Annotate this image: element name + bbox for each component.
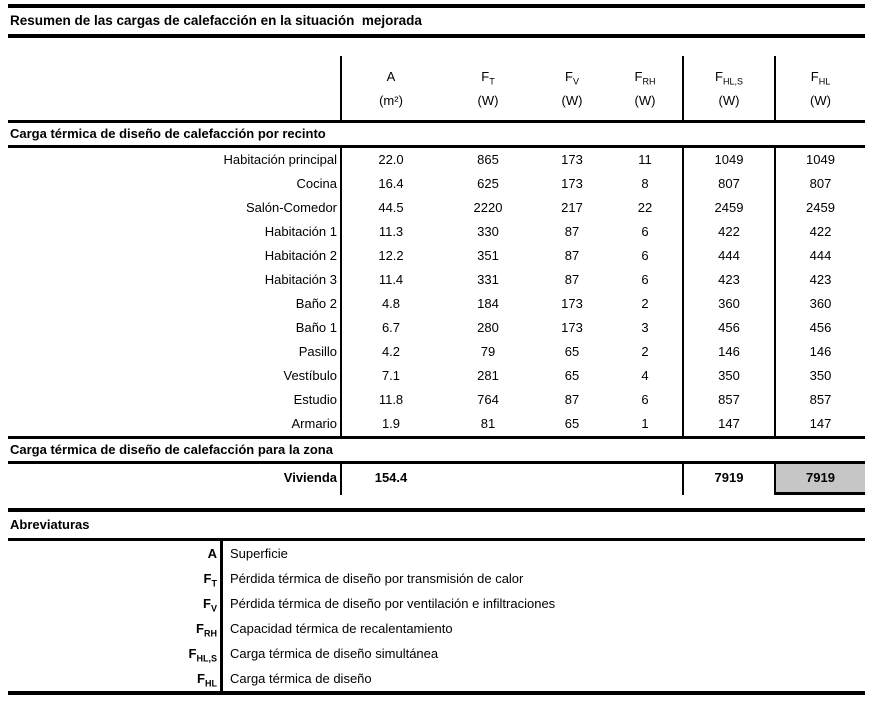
abbr-symbol: $F_{HL,S}$ <box>8 641 223 666</box>
cell-ft: 331 <box>477 272 499 287</box>
row-label: Armario <box>291 416 337 431</box>
abbr-definition: Pérdida térmica de diseño por ventilación e infiltraciones <box>230 596 556 611</box>
row-label: Habitación 3 <box>264 272 337 287</box>
cell-frh <box>608 464 682 495</box>
cell-ft: 280 <box>477 320 499 335</box>
cell-a: 22.0 <box>340 148 440 172</box>
cell-fhls: 444 <box>682 244 774 268</box>
cell-fhl: 350 <box>774 364 865 388</box>
cell-a: 12.2 <box>340 244 440 268</box>
abbr-symbol: $F_{RH}$ <box>8 616 223 641</box>
abbr-symbol: $F_V$ <box>8 591 223 616</box>
abbr-symbol: A <box>8 541 223 566</box>
cell-fhls: 146 <box>682 340 774 364</box>
cell-fhls: 2459 <box>682 196 774 220</box>
cell-fhls: 350 <box>682 364 774 388</box>
cell-fhls: 807 <box>682 172 774 196</box>
cell-ft: 184 <box>477 296 499 311</box>
abbr-symbol: $F_T$ <box>8 566 223 591</box>
cell-fhls: 7919 <box>682 464 774 495</box>
page-title: Resumen de las cargas de calefacción en la situación mejorada <box>10 13 422 28</box>
column-unit: (W) <box>718 92 740 108</box>
row-label: Baño 2 <box>295 296 337 311</box>
table-row <box>8 172 865 196</box>
cell-fhl: 146 <box>774 340 865 364</box>
cell-fhls: 456 <box>682 316 774 340</box>
cell-fv: 65 <box>564 344 580 359</box>
cell-fv: 87 <box>564 248 580 263</box>
cell-fhl: 2459 <box>774 196 865 220</box>
cell-a: 16.4 <box>340 172 440 196</box>
column-symbol: $F_V$ <box>565 68 579 87</box>
cell-frh: 6 <box>641 224 649 239</box>
cell-fv: 87 <box>564 392 580 407</box>
table-row <box>8 196 865 220</box>
column-symbol: $F_{RH}$ <box>634 68 656 87</box>
row-label: Salón-Comedor <box>245 200 337 215</box>
table-row <box>8 268 865 292</box>
cell-frh: 4 <box>641 368 649 383</box>
abbreviation-row <box>8 566 865 591</box>
cell-ft: 625 <box>477 176 499 191</box>
abbr-definition: Pérdida térmica de diseño por transmisión de calor <box>230 571 524 586</box>
column-symbol: A <box>386 68 396 84</box>
zone-total-row <box>8 464 865 492</box>
header-spacer <box>8 56 340 120</box>
cell-frh: 6 <box>641 248 649 263</box>
abbr-definition: Carga térmica de diseño simultánea <box>230 646 439 661</box>
row-label: Estudio <box>293 392 337 407</box>
table-row <box>8 364 865 388</box>
cell-ft: 2220 <box>473 200 503 215</box>
section-header-zone: Carga térmica de diseño de calefacción para la zona <box>10 442 333 457</box>
cell-fv: 173 <box>561 176 583 191</box>
column-header-fhl <box>774 56 865 120</box>
table-row <box>8 148 865 172</box>
cell-ft: 351 <box>477 248 499 263</box>
row-label: Vestíbulo <box>283 368 337 383</box>
section-header-rooms: Carga térmica de diseño de calefacción por recinto <box>10 126 326 141</box>
cell-fhls: 1049 <box>682 148 774 172</box>
abbreviations-title: Abreviaturas <box>10 517 90 532</box>
column-unit: (m²) <box>379 92 403 108</box>
cell-fhl: 147 <box>774 412 865 436</box>
cell-fv: 65 <box>564 368 580 383</box>
abbr-definition: Carga térmica de diseño <box>230 671 372 686</box>
cell-fhl: 456 <box>774 316 865 340</box>
cell-fhl: 423 <box>774 268 865 292</box>
cell-ft: 865 <box>477 152 499 167</box>
column-header-fv <box>536 56 608 120</box>
cell-frh: 8 <box>641 176 649 191</box>
abbreviation-row <box>8 641 865 666</box>
abbr-definition: Capacidad térmica de recalentamiento <box>230 621 453 636</box>
cell-a: 11.8 <box>340 388 440 412</box>
cell-fhl: 422 <box>774 220 865 244</box>
cell-fhl: 1049 <box>774 148 865 172</box>
abbreviation-row <box>8 591 865 616</box>
cell-a: 7.1 <box>340 364 440 388</box>
cell-frh: 2 <box>641 296 649 311</box>
table-row <box>8 340 865 364</box>
cell-fv: 217 <box>561 200 583 215</box>
cell-ft: 330 <box>477 224 499 239</box>
abbreviation-row <box>8 541 865 566</box>
cell-fv <box>536 464 608 495</box>
cell-fv: 173 <box>561 320 583 335</box>
abbr-definition: Superficie <box>230 546 288 561</box>
cell-fhl: 360 <box>774 292 865 316</box>
column-symbol: $F_{HL}$ <box>810 68 831 87</box>
cell-fv: 87 <box>564 272 580 287</box>
abbreviation-row <box>8 616 865 641</box>
table-row <box>8 388 865 412</box>
column-unit: (W) <box>810 92 831 108</box>
cell-fhls: 360 <box>682 292 774 316</box>
cell-a: 6.7 <box>340 316 440 340</box>
row-label: Cocina <box>296 176 337 191</box>
cell-fhl: 857 <box>774 388 865 412</box>
cell-a: 1.9 <box>340 412 440 436</box>
cell-fhls: 422 <box>682 220 774 244</box>
row-label: Habitación 2 <box>264 248 337 263</box>
cell-fhls: 857 <box>682 388 774 412</box>
table-row <box>8 244 865 268</box>
row-label: Vivienda <box>283 470 337 485</box>
cell-fv: 173 <box>561 296 583 311</box>
row-label: Pasillo <box>298 344 337 359</box>
column-symbol: $F_{HL,S}$ <box>715 68 743 87</box>
cell-ft: 764 <box>477 392 499 407</box>
cell-ft <box>440 464 536 495</box>
cell-frh: 6 <box>641 272 649 287</box>
table-row <box>8 316 865 340</box>
cell-a: 154.4 <box>340 464 440 495</box>
cell-frh: 3 <box>641 320 649 335</box>
row-label: Habitación principal <box>223 152 337 167</box>
cell-ft: 281 <box>477 368 499 383</box>
cell-fv: 173 <box>561 152 583 167</box>
cell-fhl: 444 <box>774 244 865 268</box>
abbr-symbol: $F_{HL}$ <box>8 666 223 691</box>
row-label: Habitación 1 <box>264 224 337 239</box>
cell-frh: 6 <box>641 392 649 407</box>
cell-frh: 22 <box>637 200 653 215</box>
cell-fhls: 423 <box>682 268 774 292</box>
highlighted-cell: 7919 <box>774 464 865 495</box>
cell-a: 11.4 <box>340 268 440 292</box>
column-unit: (W) <box>634 92 656 108</box>
cell-frh: 2 <box>641 344 649 359</box>
cell-ft: 79 <box>480 344 496 359</box>
table-row <box>8 412 865 436</box>
cell-fhl: 807 <box>774 172 865 196</box>
column-symbol: $F_T$ <box>481 68 495 87</box>
column-unit: (W) <box>561 92 583 108</box>
row-label: Baño 1 <box>295 320 337 335</box>
column-header-fhls <box>682 56 774 120</box>
table-row <box>8 292 865 316</box>
table-header-row <box>8 56 865 120</box>
cell-ft: 81 <box>480 416 496 431</box>
cell-fhls: 147 <box>682 412 774 436</box>
column-header-frh <box>608 56 682 120</box>
cell-a: 44.5 <box>340 196 440 220</box>
column-unit: (W) <box>477 92 499 108</box>
cell-fv: 87 <box>564 224 580 239</box>
cell-fv: 65 <box>564 416 580 431</box>
abbreviation-row <box>8 666 865 691</box>
table-row <box>8 220 865 244</box>
cell-a: 4.2 <box>340 340 440 364</box>
cell-a: 11.3 <box>340 220 440 244</box>
cell-a: 4.8 <box>340 292 440 316</box>
column-header-a <box>340 56 440 120</box>
cell-frh: 1 <box>641 416 649 431</box>
column-header-ft <box>440 56 536 120</box>
divider <box>8 691 865 695</box>
cell-frh: 11 <box>638 152 652 167</box>
